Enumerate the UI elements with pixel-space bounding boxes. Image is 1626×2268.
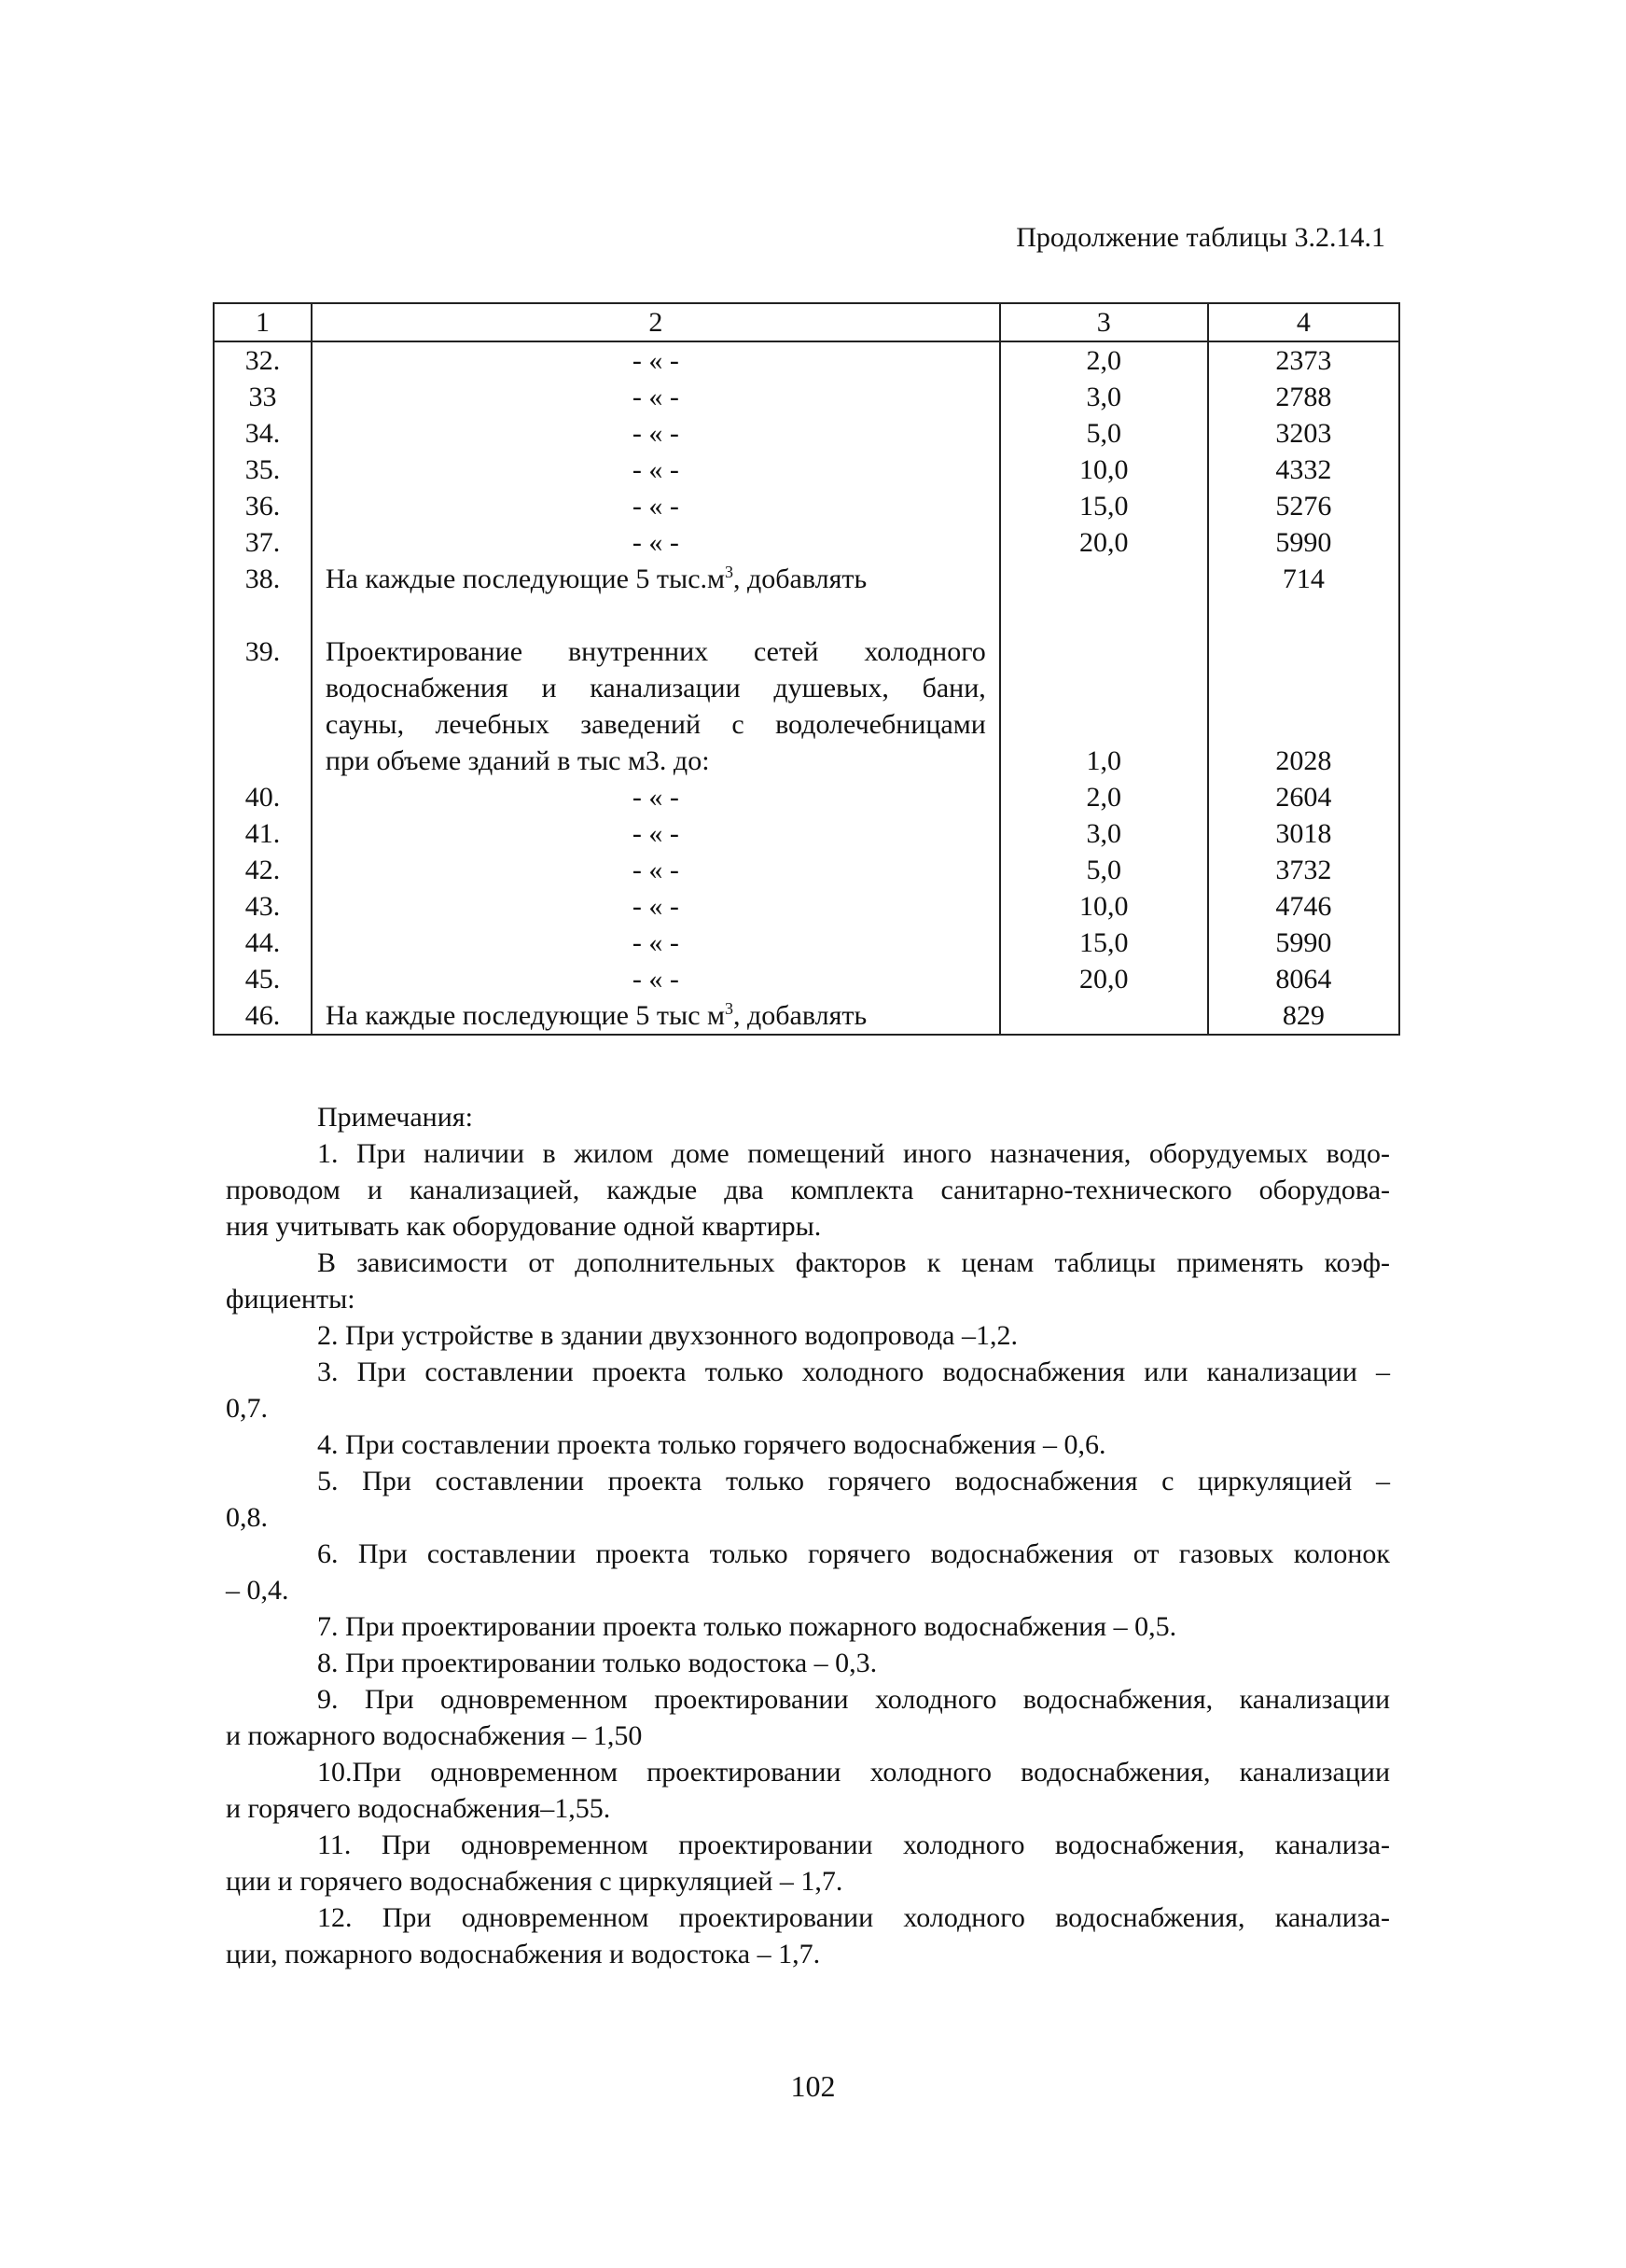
row-number: 46. [214,997,312,1035]
ditto-mark: - « - [632,527,679,558]
table-row [214,415,1399,452]
row-description-cell [312,524,1000,561]
building-volume [1000,997,1208,1035]
table-row [214,961,1399,997]
table-row [214,633,1399,779]
table-caption: Продолжение таблицы 3.2.14.1 [1016,222,1385,253]
building-volume: 10,0 [1000,452,1208,488]
column-header-3: 3 [1000,303,1208,341]
note-item: 6. При составлении проекта только горячего водоснабжения от газовых колонок [317,1538,1390,1569]
building-volume [1000,561,1208,633]
price-value: 2604 [1208,779,1399,815]
building-volume: 15,0 [1000,925,1208,961]
note-item: В зависимости от дополнительных факторов к ценам таблицы применять коэф- [317,1247,1390,1278]
row-description-line: Проектирование внутренних сетей холодного [325,636,986,667]
table-row [214,561,1399,633]
superscript: 3 [725,999,733,1018]
column-header-4: 4 [1208,303,1399,341]
row-number: 38. [214,561,312,633]
row-description-line: водоснабжения и канализации душевых, бани, [325,673,986,703]
price-value: 5990 [1208,925,1399,961]
price-value: 8064 [1208,961,1399,997]
ditto-mark: - « - [632,782,679,813]
building-volume: 1,0 [1000,633,1208,779]
price-table [213,302,1400,1036]
table-row [214,452,1399,488]
price-value: 3018 [1208,815,1399,852]
building-volume: 3,0 [1000,379,1208,415]
table-row [214,852,1399,888]
price-value: 2373 [1208,341,1399,379]
table-row [214,888,1399,925]
row-description-cell [312,379,1000,415]
ditto-mark: - « - [632,818,679,849]
page-number: 102 [790,2069,836,2103]
table-row [214,925,1399,961]
table-row [214,488,1399,524]
note-item-continuation: – 0,4. [226,1575,289,1606]
ditto-mark: - « - [632,927,679,958]
column-header-1: 1 [214,303,312,341]
row-description-cell [312,341,1000,379]
ditto-mark: - « - [632,345,679,376]
price-value: 3203 [1208,415,1399,452]
note-item: 10.При одновременном проектировании холодного водоснабжения, канализации [317,1757,1390,1788]
row-description-cell [312,961,1000,997]
table-row [214,815,1399,852]
row-description-cell [312,415,1000,452]
price-value: 4746 [1208,888,1399,925]
building-volume: 20,0 [1000,524,1208,561]
price-value: 2788 [1208,379,1399,415]
row-number: 39. [214,633,312,779]
row-description-cell [312,925,1000,961]
price-value: 4332 [1208,452,1399,488]
ditto-mark: - « - [632,454,679,485]
note-item-continuation: 0,7. [226,1393,268,1424]
building-volume: 2,0 [1000,779,1208,815]
ditto-mark: - « - [632,418,679,449]
price-value: 3732 [1208,852,1399,888]
row-description: На каждые последующие 5 тыс.м [325,564,725,594]
building-volume: 2,0 [1000,341,1208,379]
price-value: 829 [1208,997,1399,1035]
row-description-cell [312,997,1000,1035]
ditto-mark: - « - [632,855,679,885]
row-description-cell [312,888,1000,925]
row-description-cell [312,488,1000,524]
price-value: 5276 [1208,488,1399,524]
building-volume: 5,0 [1000,415,1208,452]
notes-title: Примечания: [317,1102,473,1133]
note-item: 11. При одновременном проектировании холодного водоснабжения, канализа- [317,1830,1390,1860]
row-number: 32. [214,341,312,379]
note-item: 1. При наличии в жилом доме помещений иного назначения, оборудуемых водо- [317,1138,1390,1169]
note-item: 2. При устройстве в здании двухзонного водопровода –1,2. [317,1320,1018,1351]
note-item-continuation: ции и горячего водоснабжения с циркуляцией – 1,7. [226,1866,843,1897]
table-row [214,341,1399,379]
note-item: 3. При составлении проекта только холодного водоснабжения или канализации – [317,1357,1390,1387]
table-row [214,524,1399,561]
note-item: 5. При составлении проекта только горячего водоснабжения с циркуляцией – [317,1466,1390,1496]
price-value: 5990 [1208,524,1399,561]
table-row [214,779,1399,815]
row-number: 33 [214,379,312,415]
price-value: 2028 [1208,633,1399,779]
row-number: 34. [214,415,312,452]
row-number: 36. [214,488,312,524]
note-item: 8. При проектировании только водостока – 0,3. [317,1648,878,1678]
superscript: 3 [725,563,733,581]
row-description-cell [312,815,1000,852]
notes-section [226,1099,1390,1972]
table-row [214,379,1399,415]
building-volume: 15,0 [1000,488,1208,524]
ditto-mark: - « - [632,382,679,412]
building-volume: 10,0 [1000,888,1208,925]
note-item: 4. При составлении проекта только горячего водоснабжения – 0,6. [317,1429,1106,1460]
row-description-line: при объеме зданий в тыс м3. до: [325,745,710,776]
ditto-mark: - « - [632,964,679,995]
note-item: 7. При проектировании проекта только пожарного водоснабжения – 0,5. [317,1611,1177,1642]
row-description-cell [312,633,1000,779]
row-number: 44. [214,925,312,961]
row-number: 45. [214,961,312,997]
row-description: На каждые последующие 5 тыс м [325,1000,725,1031]
row-description-cell [312,779,1000,815]
building-volume: 3,0 [1000,815,1208,852]
row-description-tail: , добавлять [733,564,868,594]
note-item-continuation: 0,8. [226,1502,268,1533]
row-description-line: сауны, лечебных заведений с водолечебницами [325,709,986,740]
note-item-continuation: и пожарного водоснабжения – 1,50 [226,1720,643,1751]
row-description-tail: , добавлять [733,1000,868,1031]
row-number: 41. [214,815,312,852]
ditto-mark: - « - [632,891,679,922]
column-header-2: 2 [312,303,1000,341]
row-number: 37. [214,524,312,561]
note-item-continuation: ции, пожарного водоснабжения и водостока – 1,7. [226,1939,821,1969]
table-header-row [214,303,1399,341]
note-item-continuation: проводом и канализацией, каждые два комплекта санитарно-технического оборудова- [226,1175,1390,1205]
row-description-cell [312,452,1000,488]
building-volume: 20,0 [1000,961,1208,997]
ditto-mark: - « - [632,491,679,522]
price-value: 714 [1208,561,1399,633]
note-item: 12. При одновременном проектировании холодного водоснабжения, канализа- [317,1902,1390,1933]
row-description-cell [312,561,1000,633]
note-item-continuation: и горячего водоснабжения–1,55. [226,1793,611,1824]
note-item-continuation: фициенты: [226,1284,355,1315]
note-item: 9. При одновременном проектировании холодного водоснабжения, канализации [317,1684,1390,1715]
building-volume: 5,0 [1000,852,1208,888]
note-item-continuation: ния учитывать как оборудование одной квартиры. [226,1211,822,1242]
row-number: 43. [214,888,312,925]
row-number: 35. [214,452,312,488]
row-number: 42. [214,852,312,888]
row-description-cell [312,852,1000,888]
row-number: 40. [214,779,312,815]
table-row [214,997,1399,1035]
